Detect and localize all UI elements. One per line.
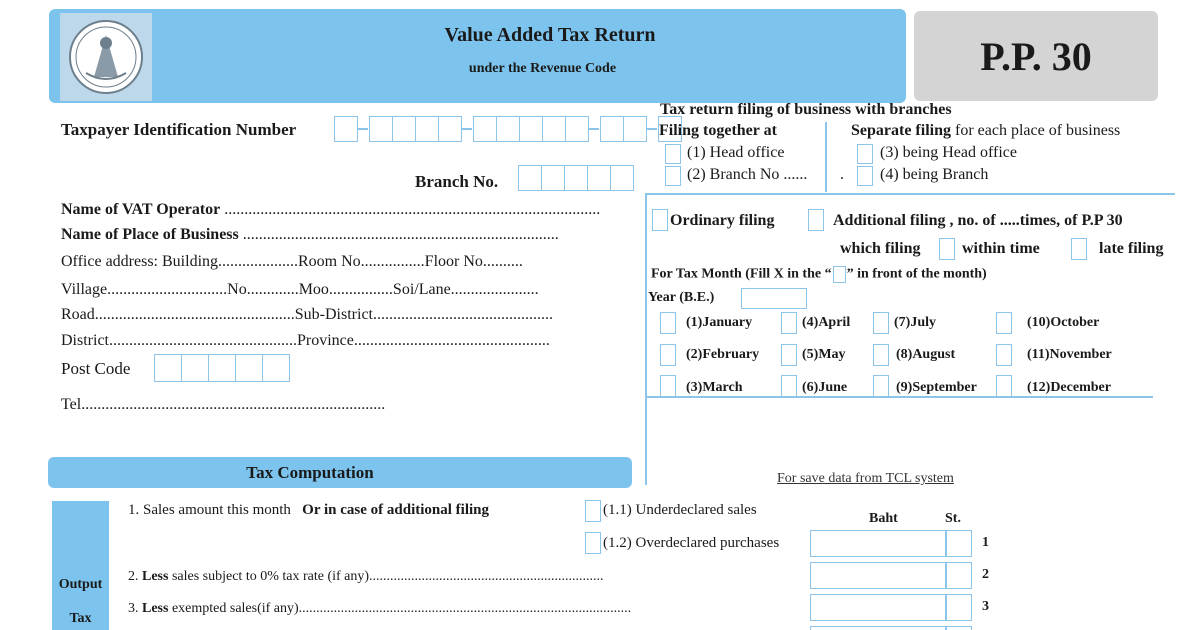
additional-filing-checkbox[interactable] xyxy=(808,209,824,231)
tel-line: Tel............................................................................ xyxy=(61,396,386,413)
st-header: St. xyxy=(945,511,961,526)
month-december-label: (12)December xyxy=(1027,380,1111,395)
line2-zero-rate: 2. Less sales subject to 0% tax rate (if any)................................................................... xyxy=(128,569,604,584)
month-june-checkbox[interactable] xyxy=(781,375,797,397)
within-time-label: within time xyxy=(962,240,1040,257)
month-january-checkbox[interactable] xyxy=(660,312,676,334)
line1-st-input[interactable] xyxy=(946,530,972,557)
being-branch-checkbox[interactable] xyxy=(857,166,873,186)
underdeclared-label: (1.1) Underdeclared sales xyxy=(603,502,757,518)
office-address-line: Office address: Building....................Room No................Floor No.......... xyxy=(61,253,523,270)
month-may-checkbox[interactable] xyxy=(781,344,797,366)
line3-number: 3 xyxy=(982,599,989,614)
late-filing-checkbox[interactable] xyxy=(1071,238,1087,260)
district-line: District...............................................Province................................................. xyxy=(61,332,550,349)
month-july-label: (7)July xyxy=(894,315,936,330)
tax-month-instruction: For Tax Month (Fill X in the “ ” in front of the month) xyxy=(651,266,987,282)
baht-header: Baht xyxy=(869,511,898,526)
branch-no-label: (2) Branch No ...... xyxy=(687,166,808,183)
filing-together-label: Filing together at xyxy=(659,122,777,139)
village-line: Village..............................No.............Moo................Soi/Lane...................... xyxy=(61,281,539,298)
month-january-label: (1)January xyxy=(686,315,753,330)
late-filing-label: late filing xyxy=(1099,240,1164,257)
ordinary-filing-label: Ordinary filing xyxy=(670,212,775,229)
tin-input[interactable] xyxy=(334,116,681,142)
month-june-label: (6)June xyxy=(802,380,848,395)
column-divider xyxy=(645,195,647,485)
separate-filing-label: Separate filing for each place of business xyxy=(851,122,1121,139)
being-head-office-checkbox[interactable] xyxy=(857,144,873,164)
month-march-label: (3)March xyxy=(686,380,743,395)
head-office-checkbox[interactable] xyxy=(665,144,681,164)
branch-no-checkbox[interactable] xyxy=(665,166,681,186)
month-november-label: (11)November xyxy=(1027,347,1112,362)
line1-baht-input[interactable] xyxy=(810,530,946,557)
ordinary-filing-checkbox[interactable] xyxy=(652,209,668,231)
branches-heading: Tax return filing of business with branches xyxy=(660,101,952,118)
month-august-label: (8)August xyxy=(896,347,956,362)
post-code-label: Post Code xyxy=(61,359,131,378)
month-april-label: (4)April xyxy=(802,315,851,330)
underdeclared-checkbox[interactable] xyxy=(585,500,601,522)
line3-baht-input[interactable] xyxy=(810,594,946,621)
place-of-business-label: Name of Place of Business ............................................................................... xyxy=(61,226,559,243)
vat-operator-name-label: Name of VAT Operator .............................................................................................. xyxy=(61,201,601,218)
month-may-label: (5)May xyxy=(802,347,846,362)
month-august-checkbox[interactable] xyxy=(873,344,889,366)
month-september-checkbox[interactable] xyxy=(873,375,889,397)
additional-filing-label: Additional filing , no. of .....times, of P.P 30 xyxy=(833,212,1123,229)
head-office-label: (1) Head office xyxy=(687,144,785,161)
month-february-label: (2)February xyxy=(686,347,760,362)
line2-baht-input[interactable] xyxy=(810,562,946,589)
line2-number: 2 xyxy=(982,567,989,582)
form-title: Value Added Tax Return xyxy=(444,24,656,46)
which-filing-label: which filing xyxy=(840,240,921,257)
branches-divider xyxy=(825,122,827,192)
line4-st-input[interactable] xyxy=(946,626,972,630)
month-february-checkbox[interactable] xyxy=(660,344,676,366)
line3-st-input[interactable] xyxy=(946,594,972,621)
being-head-office-label: (3) being Head office xyxy=(880,144,1017,161)
month-july-checkbox[interactable] xyxy=(873,312,889,334)
within-time-checkbox[interactable] xyxy=(939,238,955,260)
month-december-checkbox[interactable] xyxy=(996,375,1012,397)
branch-no-dot: . xyxy=(840,166,844,183)
branches-bottom-line xyxy=(645,193,1175,195)
month-november-checkbox[interactable] xyxy=(996,344,1012,366)
line3-exempted: 3. Less exempted sales(if any)............................................................................................... xyxy=(128,601,632,616)
overdeclared-label: (1.2) Overdeclared purchases xyxy=(603,535,780,551)
month-march-checkbox[interactable] xyxy=(660,375,676,397)
branch-label: Branch No. xyxy=(415,172,499,191)
line1-sales: 1. Sales amount this month Or in case of additional filing xyxy=(128,502,489,518)
month-october-checkbox[interactable] xyxy=(996,312,1012,334)
revenue-department-seal xyxy=(60,13,152,101)
form-code: P.P. 30 xyxy=(980,34,1092,79)
month-october-label: (10)October xyxy=(1027,315,1100,330)
tax-computation-heading: Tax Computation xyxy=(246,463,374,482)
tcl-note: For save data from TCL system xyxy=(777,471,954,486)
month-september-label: (9)September xyxy=(896,380,977,395)
being-branch-label: (4) being Branch xyxy=(880,166,989,183)
months-bottom-line xyxy=(645,396,1153,398)
post-code-input[interactable] xyxy=(154,354,289,382)
month-april-checkbox[interactable] xyxy=(781,312,797,334)
line4-baht-input[interactable] xyxy=(810,626,946,630)
overdeclared-checkbox[interactable] xyxy=(585,532,601,554)
road-line: Road..................................................Sub-District............................................. xyxy=(61,306,553,323)
year-label: Year (B.E.) xyxy=(648,290,715,305)
year-input[interactable] xyxy=(741,288,807,309)
tax-label: Tax xyxy=(69,611,92,626)
branch-input[interactable] xyxy=(518,165,633,191)
output-label: Output xyxy=(58,577,103,592)
tin-label: Taxpayer Identification Number xyxy=(61,120,297,139)
form-subtitle: under the Revenue Code xyxy=(468,61,617,76)
line1-number: 1 xyxy=(982,535,989,550)
line2-st-input[interactable] xyxy=(946,562,972,589)
